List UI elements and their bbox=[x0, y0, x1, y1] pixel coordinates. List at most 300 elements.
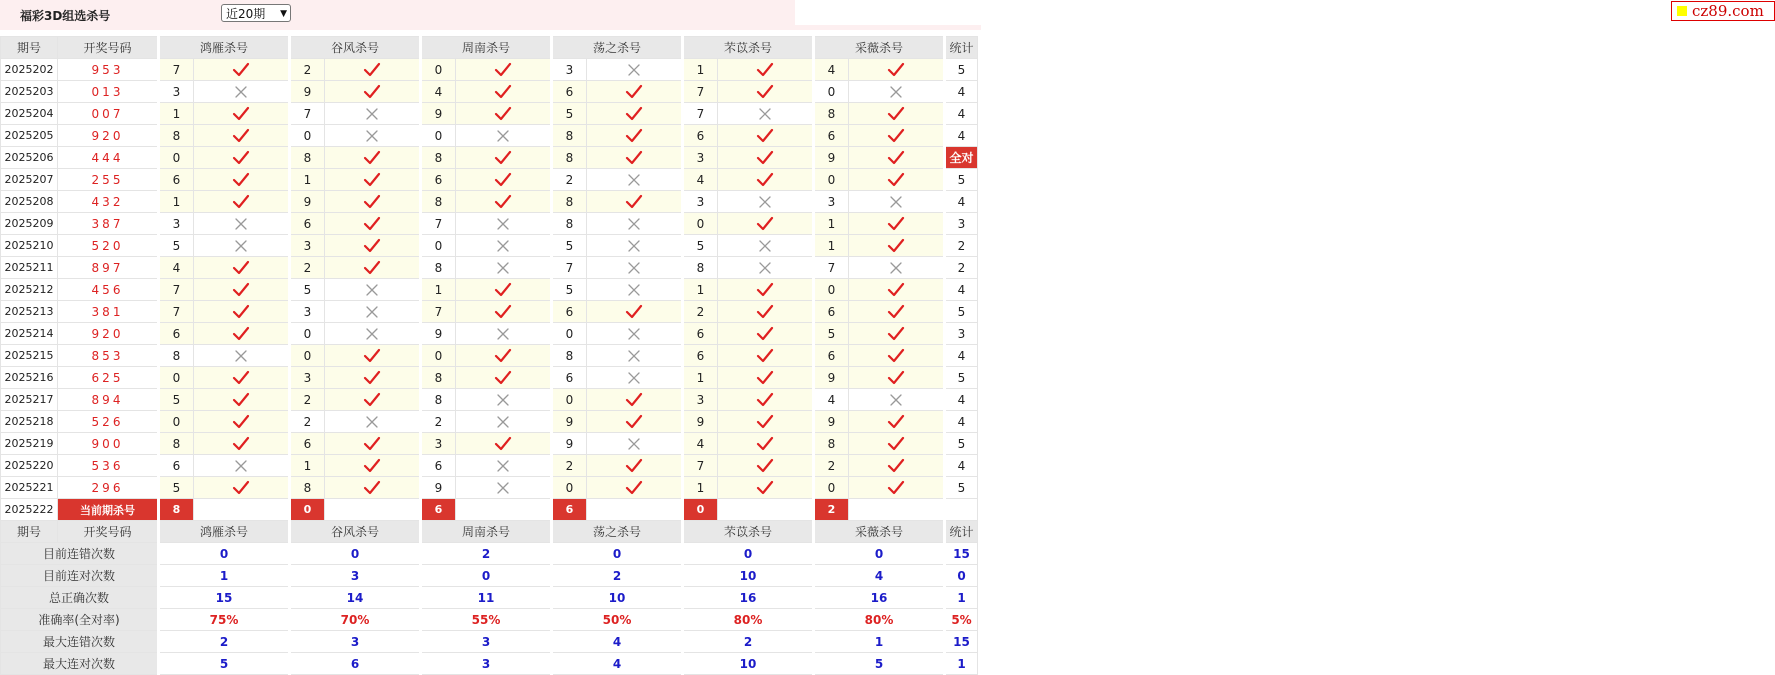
draw-number: 897 bbox=[58, 257, 159, 279]
summary-value: 0 bbox=[290, 543, 421, 565]
kill-number: 1 bbox=[683, 367, 718, 389]
kill-number: 7 bbox=[683, 81, 718, 103]
summary-row bbox=[1, 587, 978, 609]
kill-number: 8 bbox=[552, 191, 587, 213]
kill-number-table bbox=[0, 36, 978, 675]
summary-total: 5% bbox=[945, 609, 978, 631]
kill-number: 6 bbox=[552, 367, 587, 389]
kill-number: 7 bbox=[552, 257, 587, 279]
kill-number: 1 bbox=[290, 169, 325, 191]
check-icon bbox=[194, 147, 290, 169]
kill-number: 8 bbox=[683, 257, 718, 279]
summary-value: 11 bbox=[421, 587, 552, 609]
issue-cell: 2025216 bbox=[1, 367, 58, 389]
issue-cell: 2025214 bbox=[1, 323, 58, 345]
correct-count: 4 bbox=[945, 411, 978, 433]
kill-number: 8 bbox=[552, 125, 587, 147]
kill-number: 0 bbox=[814, 169, 849, 191]
issue-cell: 2025210 bbox=[1, 235, 58, 257]
summary-value: 3 bbox=[421, 653, 552, 675]
current-kill-number: 2 bbox=[814, 499, 849, 521]
kill-number: 8 bbox=[290, 147, 325, 169]
kill-number: 9 bbox=[290, 81, 325, 103]
check-icon bbox=[587, 191, 683, 213]
kill-number: 4 bbox=[159, 257, 194, 279]
summary-total: 15 bbox=[945, 631, 978, 653]
current-empty-cell bbox=[718, 499, 814, 521]
summary-value: 80% bbox=[683, 609, 814, 631]
draw-number: 387 bbox=[58, 213, 159, 235]
cross-icon bbox=[587, 235, 683, 257]
check-icon bbox=[718, 323, 814, 345]
kill-number: 8 bbox=[421, 257, 456, 279]
check-icon bbox=[456, 147, 552, 169]
kill-number: 2 bbox=[290, 411, 325, 433]
correct-count: 2 bbox=[945, 235, 978, 257]
kill-number: 9 bbox=[814, 367, 849, 389]
kill-number: 3 bbox=[421, 433, 456, 455]
check-icon bbox=[194, 125, 290, 147]
check-icon bbox=[325, 191, 421, 213]
draw-number: 920 bbox=[58, 125, 159, 147]
check-icon bbox=[849, 345, 945, 367]
logo-square-icon bbox=[1677, 6, 1687, 16]
kill-number: 0 bbox=[421, 125, 456, 147]
check-icon bbox=[718, 279, 814, 301]
summary-label: 最大连对次数 bbox=[1, 653, 159, 675]
draw-number: 536 bbox=[58, 455, 159, 477]
col-expert: 谷风杀号 bbox=[290, 37, 421, 59]
check-icon bbox=[849, 411, 945, 433]
col-issue: 期号 bbox=[1, 37, 58, 59]
table-row bbox=[1, 235, 978, 257]
col-expert: 荡之杀号 bbox=[552, 521, 683, 543]
kill-number: 6 bbox=[814, 301, 849, 323]
summary-value: 15 bbox=[159, 587, 290, 609]
cross-icon bbox=[849, 191, 945, 213]
kill-number: 5 bbox=[159, 235, 194, 257]
kill-number: 2 bbox=[552, 455, 587, 477]
kill-number: 6 bbox=[683, 323, 718, 345]
kill-number: 6 bbox=[814, 345, 849, 367]
kill-number: 0 bbox=[683, 213, 718, 235]
kill-number: 2 bbox=[290, 59, 325, 81]
check-icon bbox=[194, 323, 290, 345]
kill-number: 0 bbox=[421, 345, 456, 367]
check-icon bbox=[718, 411, 814, 433]
table-row bbox=[1, 301, 978, 323]
check-icon bbox=[849, 103, 945, 125]
logo-area bbox=[795, 0, 1764, 25]
check-icon bbox=[456, 103, 552, 125]
cross-icon bbox=[456, 477, 552, 499]
kill-number: 0 bbox=[159, 367, 194, 389]
kill-number: 1 bbox=[290, 455, 325, 477]
kill-number: 7 bbox=[421, 301, 456, 323]
summary-value: 4 bbox=[552, 631, 683, 653]
summary-value: 10 bbox=[552, 587, 683, 609]
table-row bbox=[1, 345, 978, 367]
summary-value: 3 bbox=[421, 631, 552, 653]
kill-number: 3 bbox=[290, 367, 325, 389]
cross-icon bbox=[325, 301, 421, 323]
summary-value: 55% bbox=[421, 609, 552, 631]
kill-number: 7 bbox=[290, 103, 325, 125]
kill-number: 1 bbox=[421, 279, 456, 301]
kill-number: 7 bbox=[159, 279, 194, 301]
check-icon bbox=[456, 279, 552, 301]
summary-value: 10 bbox=[683, 653, 814, 675]
kill-number: 8 bbox=[814, 433, 849, 455]
check-icon bbox=[325, 235, 421, 257]
col-expert: 采薇杀号 bbox=[814, 37, 945, 59]
kill-number: 3 bbox=[683, 389, 718, 411]
check-icon bbox=[587, 125, 683, 147]
summary-value: 3 bbox=[290, 565, 421, 587]
correct-count: 4 bbox=[945, 103, 978, 125]
kill-number: 0 bbox=[552, 389, 587, 411]
kill-number: 0 bbox=[814, 279, 849, 301]
kill-number: 8 bbox=[552, 213, 587, 235]
summary-value: 0 bbox=[683, 543, 814, 565]
table-row bbox=[1, 389, 978, 411]
issue-cell: 2025207 bbox=[1, 169, 58, 191]
site-logo[interactable] bbox=[1671, 1, 1775, 21]
cross-icon bbox=[587, 367, 683, 389]
kill-number: 1 bbox=[159, 191, 194, 213]
issue-cell: 2025211 bbox=[1, 257, 58, 279]
kill-number: 9 bbox=[814, 411, 849, 433]
summary-label: 准确率(全对率) bbox=[1, 609, 159, 631]
kill-number: 2 bbox=[814, 455, 849, 477]
check-icon bbox=[194, 367, 290, 389]
correct-count: 5 bbox=[945, 169, 978, 191]
correct-count: 5 bbox=[945, 367, 978, 389]
check-icon bbox=[194, 433, 290, 455]
correct-count: 4 bbox=[945, 191, 978, 213]
current-empty-cell bbox=[194, 499, 290, 521]
kill-number: 6 bbox=[159, 323, 194, 345]
check-icon bbox=[849, 433, 945, 455]
summary-value: 3 bbox=[290, 631, 421, 653]
kill-number: 2 bbox=[290, 389, 325, 411]
issue-cell: 2025209 bbox=[1, 213, 58, 235]
col-stats: 统计 bbox=[945, 521, 978, 543]
kill-number: 9 bbox=[552, 411, 587, 433]
check-icon bbox=[718, 125, 814, 147]
correct-count: 5 bbox=[945, 59, 978, 81]
kill-number: 6 bbox=[421, 169, 456, 191]
cross-icon bbox=[587, 169, 683, 191]
issue-cell: 2025205 bbox=[1, 125, 58, 147]
check-icon bbox=[587, 389, 683, 411]
kill-number: 6 bbox=[290, 213, 325, 235]
kill-number: 0 bbox=[814, 81, 849, 103]
kill-number: 8 bbox=[421, 389, 456, 411]
kill-number: 6 bbox=[552, 301, 587, 323]
check-icon bbox=[587, 147, 683, 169]
table-row bbox=[1, 59, 978, 81]
check-icon bbox=[194, 477, 290, 499]
draw-number: 625 bbox=[58, 367, 159, 389]
cross-icon bbox=[325, 125, 421, 147]
draw-number: 432 bbox=[58, 191, 159, 213]
cross-icon bbox=[194, 455, 290, 477]
summary-value: 2 bbox=[159, 631, 290, 653]
kill-number: 7 bbox=[421, 213, 456, 235]
summary-total: 15 bbox=[945, 543, 978, 565]
kill-number: 2 bbox=[421, 411, 456, 433]
summary-value: 70% bbox=[290, 609, 421, 631]
kill-number: 2 bbox=[683, 301, 718, 323]
check-icon bbox=[718, 345, 814, 367]
period-select[interactable] bbox=[221, 4, 291, 22]
kill-number: 5 bbox=[552, 279, 587, 301]
kill-number: 0 bbox=[290, 125, 325, 147]
summary-label: 总正确次数 bbox=[1, 587, 159, 609]
summary-value: 14 bbox=[290, 587, 421, 609]
col-stats: 统计 bbox=[945, 37, 978, 59]
issue-cell: 2025219 bbox=[1, 433, 58, 455]
cross-icon bbox=[325, 411, 421, 433]
kill-number: 0 bbox=[552, 323, 587, 345]
cross-icon bbox=[718, 257, 814, 279]
period-select-value: 近20期 bbox=[226, 7, 266, 21]
summary-value: 16 bbox=[814, 587, 945, 609]
check-icon bbox=[849, 147, 945, 169]
cross-icon bbox=[325, 323, 421, 345]
cross-icon bbox=[456, 235, 552, 257]
table-row bbox=[1, 169, 978, 191]
kill-number: 7 bbox=[683, 455, 718, 477]
current-kill-number: 6 bbox=[421, 499, 456, 521]
kill-number: 3 bbox=[683, 191, 718, 213]
check-icon bbox=[587, 411, 683, 433]
col-expert: 鸿雁杀号 bbox=[159, 37, 290, 59]
draw-number: 853 bbox=[58, 345, 159, 367]
draw-number: 526 bbox=[58, 411, 159, 433]
summary-value: 0 bbox=[552, 543, 683, 565]
kill-number: 8 bbox=[421, 147, 456, 169]
kill-number: 5 bbox=[290, 279, 325, 301]
logo-text: cz89.com bbox=[1692, 2, 1764, 20]
col-expert: 谷风杀号 bbox=[290, 521, 421, 543]
kill-number: 7 bbox=[814, 257, 849, 279]
kill-number: 9 bbox=[814, 147, 849, 169]
summary-value: 0 bbox=[159, 543, 290, 565]
kill-number: 7 bbox=[683, 103, 718, 125]
cross-icon bbox=[456, 213, 552, 235]
cross-icon bbox=[194, 213, 290, 235]
kill-number: 5 bbox=[814, 323, 849, 345]
kill-number: 0 bbox=[159, 147, 194, 169]
cross-icon bbox=[587, 279, 683, 301]
check-icon bbox=[718, 81, 814, 103]
draw-number: 013 bbox=[58, 81, 159, 103]
check-icon bbox=[325, 345, 421, 367]
kill-number: 3 bbox=[552, 59, 587, 81]
cross-icon bbox=[456, 389, 552, 411]
page-title: 福彩3D组选杀号 bbox=[20, 9, 111, 23]
check-icon bbox=[849, 279, 945, 301]
kill-number: 1 bbox=[814, 213, 849, 235]
cross-icon bbox=[718, 191, 814, 213]
kill-number: 8 bbox=[159, 345, 194, 367]
col-expert: 采薇杀号 bbox=[814, 521, 945, 543]
summary-row bbox=[1, 653, 978, 675]
summary-value: 75% bbox=[159, 609, 290, 631]
check-icon bbox=[849, 323, 945, 345]
kill-number: 2 bbox=[552, 169, 587, 191]
cross-icon bbox=[325, 279, 421, 301]
draw-number: 444 bbox=[58, 147, 159, 169]
current-empty-cell bbox=[325, 499, 421, 521]
summary-value: 0 bbox=[421, 565, 552, 587]
col-expert: 鸿雁杀号 bbox=[159, 521, 290, 543]
kill-number: 5 bbox=[552, 235, 587, 257]
check-icon bbox=[718, 389, 814, 411]
check-icon bbox=[325, 257, 421, 279]
table-row bbox=[1, 367, 978, 389]
col-draw: 开奖号码 bbox=[58, 37, 159, 59]
kill-number: 0 bbox=[421, 235, 456, 257]
summary-value: 6 bbox=[290, 653, 421, 675]
kill-number: 0 bbox=[290, 323, 325, 345]
kill-number: 3 bbox=[159, 81, 194, 103]
cross-icon bbox=[587, 257, 683, 279]
correct-count: 4 bbox=[945, 279, 978, 301]
check-icon bbox=[718, 477, 814, 499]
issue-cell: 2025203 bbox=[1, 81, 58, 103]
current-row bbox=[1, 499, 978, 521]
kill-number: 0 bbox=[290, 345, 325, 367]
check-icon bbox=[587, 103, 683, 125]
kill-number: 7 bbox=[159, 59, 194, 81]
issue-cell: 2025202 bbox=[1, 59, 58, 81]
cross-icon bbox=[325, 103, 421, 125]
kill-number: 1 bbox=[683, 59, 718, 81]
summary-value: 1 bbox=[159, 565, 290, 587]
col-expert: 荡之杀号 bbox=[552, 37, 683, 59]
issue-cell: 2025204 bbox=[1, 103, 58, 125]
all-correct-badge: 全对 bbox=[945, 147, 978, 169]
check-icon bbox=[325, 367, 421, 389]
check-icon bbox=[849, 213, 945, 235]
check-icon bbox=[325, 213, 421, 235]
summary-header bbox=[1, 521, 978, 543]
cross-icon bbox=[587, 213, 683, 235]
kill-number: 9 bbox=[421, 103, 456, 125]
kill-number: 4 bbox=[683, 169, 718, 191]
check-icon bbox=[194, 389, 290, 411]
check-icon bbox=[194, 191, 290, 213]
kill-number: 8 bbox=[290, 477, 325, 499]
summary-value: 2 bbox=[552, 565, 683, 587]
check-icon bbox=[456, 169, 552, 191]
check-icon bbox=[587, 455, 683, 477]
kill-number: 5 bbox=[159, 389, 194, 411]
correct-count: 4 bbox=[945, 81, 978, 103]
kill-number: 8 bbox=[421, 191, 456, 213]
kill-number: 4 bbox=[814, 389, 849, 411]
kill-number: 3 bbox=[683, 147, 718, 169]
issue-cell: 2025218 bbox=[1, 411, 58, 433]
summary-row bbox=[1, 565, 978, 587]
summary-value: 10 bbox=[683, 565, 814, 587]
cross-icon bbox=[849, 389, 945, 411]
kill-number: 6 bbox=[552, 81, 587, 103]
cross-icon bbox=[456, 323, 552, 345]
summary-label: 目前连对次数 bbox=[1, 565, 159, 587]
kill-number: 6 bbox=[159, 455, 194, 477]
kill-number: 5 bbox=[552, 103, 587, 125]
current-label: 当前期杀号 bbox=[58, 499, 159, 521]
summary-row bbox=[1, 631, 978, 653]
check-icon bbox=[587, 301, 683, 323]
check-icon bbox=[194, 103, 290, 125]
check-icon bbox=[456, 367, 552, 389]
check-icon bbox=[325, 433, 421, 455]
check-icon bbox=[718, 59, 814, 81]
draw-number: 255 bbox=[58, 169, 159, 191]
summary-value: 5 bbox=[814, 653, 945, 675]
draw-number: 900 bbox=[58, 433, 159, 455]
kill-number: 1 bbox=[683, 477, 718, 499]
table-row bbox=[1, 213, 978, 235]
kill-number: 4 bbox=[421, 81, 456, 103]
draw-number: 456 bbox=[58, 279, 159, 301]
table-row bbox=[1, 103, 978, 125]
issue-cell: 2025208 bbox=[1, 191, 58, 213]
summary-total: 1 bbox=[945, 587, 978, 609]
kill-number: 3 bbox=[159, 213, 194, 235]
cross-icon bbox=[587, 433, 683, 455]
summary-label: 目前连错次数 bbox=[1, 543, 159, 565]
summary-value: 50% bbox=[552, 609, 683, 631]
kill-number: 9 bbox=[421, 477, 456, 499]
table-header bbox=[1, 37, 978, 59]
summary-value: 1 bbox=[814, 631, 945, 653]
chevron-down-icon: ▼ bbox=[280, 9, 287, 19]
cross-icon bbox=[587, 59, 683, 81]
issue-cell: 2025221 bbox=[1, 477, 58, 499]
summary-row bbox=[1, 543, 978, 565]
check-icon bbox=[194, 257, 290, 279]
table-row bbox=[1, 477, 978, 499]
col-issue: 期号 bbox=[1, 521, 58, 543]
col-draw: 开奖号码 bbox=[58, 521, 159, 543]
table-row bbox=[1, 81, 978, 103]
draw-number: 920 bbox=[58, 323, 159, 345]
cross-icon bbox=[718, 235, 814, 257]
kill-number: 8 bbox=[159, 125, 194, 147]
table-row bbox=[1, 433, 978, 455]
cross-icon bbox=[194, 235, 290, 257]
kill-number: 4 bbox=[683, 433, 718, 455]
check-icon bbox=[325, 169, 421, 191]
summary-value: 0 bbox=[814, 543, 945, 565]
draw-number: 381 bbox=[58, 301, 159, 323]
correct-count: 4 bbox=[945, 455, 978, 477]
cross-icon bbox=[194, 81, 290, 103]
kill-number: 0 bbox=[159, 411, 194, 433]
check-icon bbox=[587, 81, 683, 103]
check-icon bbox=[718, 213, 814, 235]
check-icon bbox=[194, 411, 290, 433]
kill-number: 5 bbox=[683, 235, 718, 257]
current-kill-number: 0 bbox=[290, 499, 325, 521]
kill-number: 4 bbox=[814, 59, 849, 81]
